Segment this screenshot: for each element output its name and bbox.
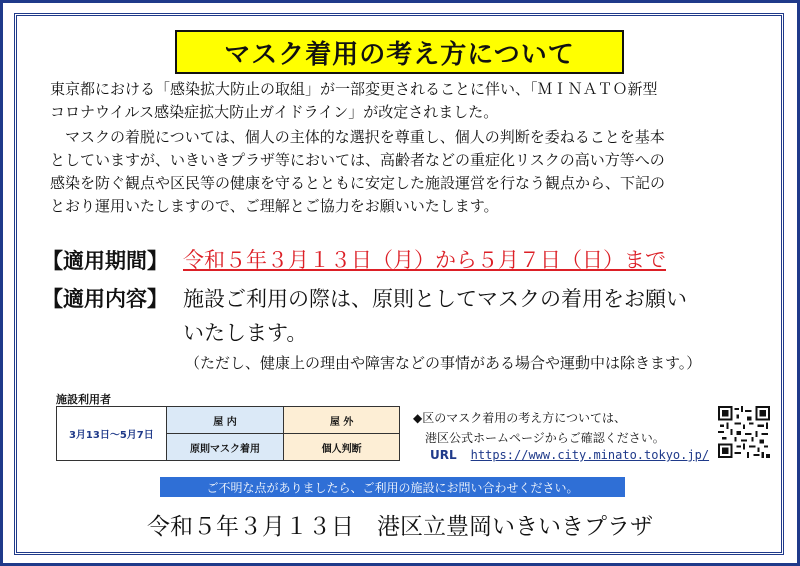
contact-banner: ご不明な点がありましたら、ご利用の施設にお問い合わせください。 [160, 477, 625, 497]
outdoor-value: 個人判断 [284, 434, 400, 461]
intro-paragraph: 東京都における「感染拡大防止の取組」が一部変更されることに伴い、「ＭＩＮＡＴＯ新型 コロナウイルス感染症拡大防止ガイドライン」が改定されました。 [50, 80, 658, 121]
usage-table-title: 施設利用者 [56, 393, 111, 406]
url-label: URL [430, 448, 457, 462]
period-value: 令和５年３月１３日（月）から５月７日（日）まで [183, 248, 666, 272]
qr-code-icon[interactable] [718, 406, 770, 458]
indoor-header: 屋 内 [166, 407, 284, 434]
scope-value: 施設ご利用の際は、原則としてマスクの着用をお願い いたします。 [183, 287, 687, 345]
body-paragraph: マスクの着脱については、個人の主体的な選択を尊重し、個人の判断を委ねることを基本 としていますが、いきいきプラザ等においては、高齢者などの重症化リスクの高い方等への 感染を防ぐ観点や区民等の健康を守るとともに安定した施設運営を行なう観点から、下記の とおり運用いたしますので、ご理解とご協力をお願いいたします。 [50, 128, 666, 215]
outdoor-header: 屋 外 [284, 407, 400, 434]
usage-period: 3月13日～5月7日 [57, 407, 167, 461]
footer: 令和５年３月１３日 港区立豊岡いきいきプラザ [147, 514, 653, 540]
info-text: ◆区のマスク着用の考え方については、 港区公式ホームページからご確認ください。 [413, 411, 665, 445]
scope-note: （ただし、健康上の理由や障害などの事情がある場合や運動中は除きます。） [185, 354, 702, 372]
url-link[interactable]: https://www.city.minato.tokyo.jp/ [470, 448, 710, 462]
page-title: マスク着用の考え方について [175, 30, 624, 74]
url-line [430, 448, 709, 462]
scope-label: 【適用内容】 [42, 287, 168, 311]
usage-table [56, 406, 400, 461]
period-label: 【適用期間】 [42, 249, 168, 273]
indoor-value: 原則マスク着用 [166, 434, 284, 461]
